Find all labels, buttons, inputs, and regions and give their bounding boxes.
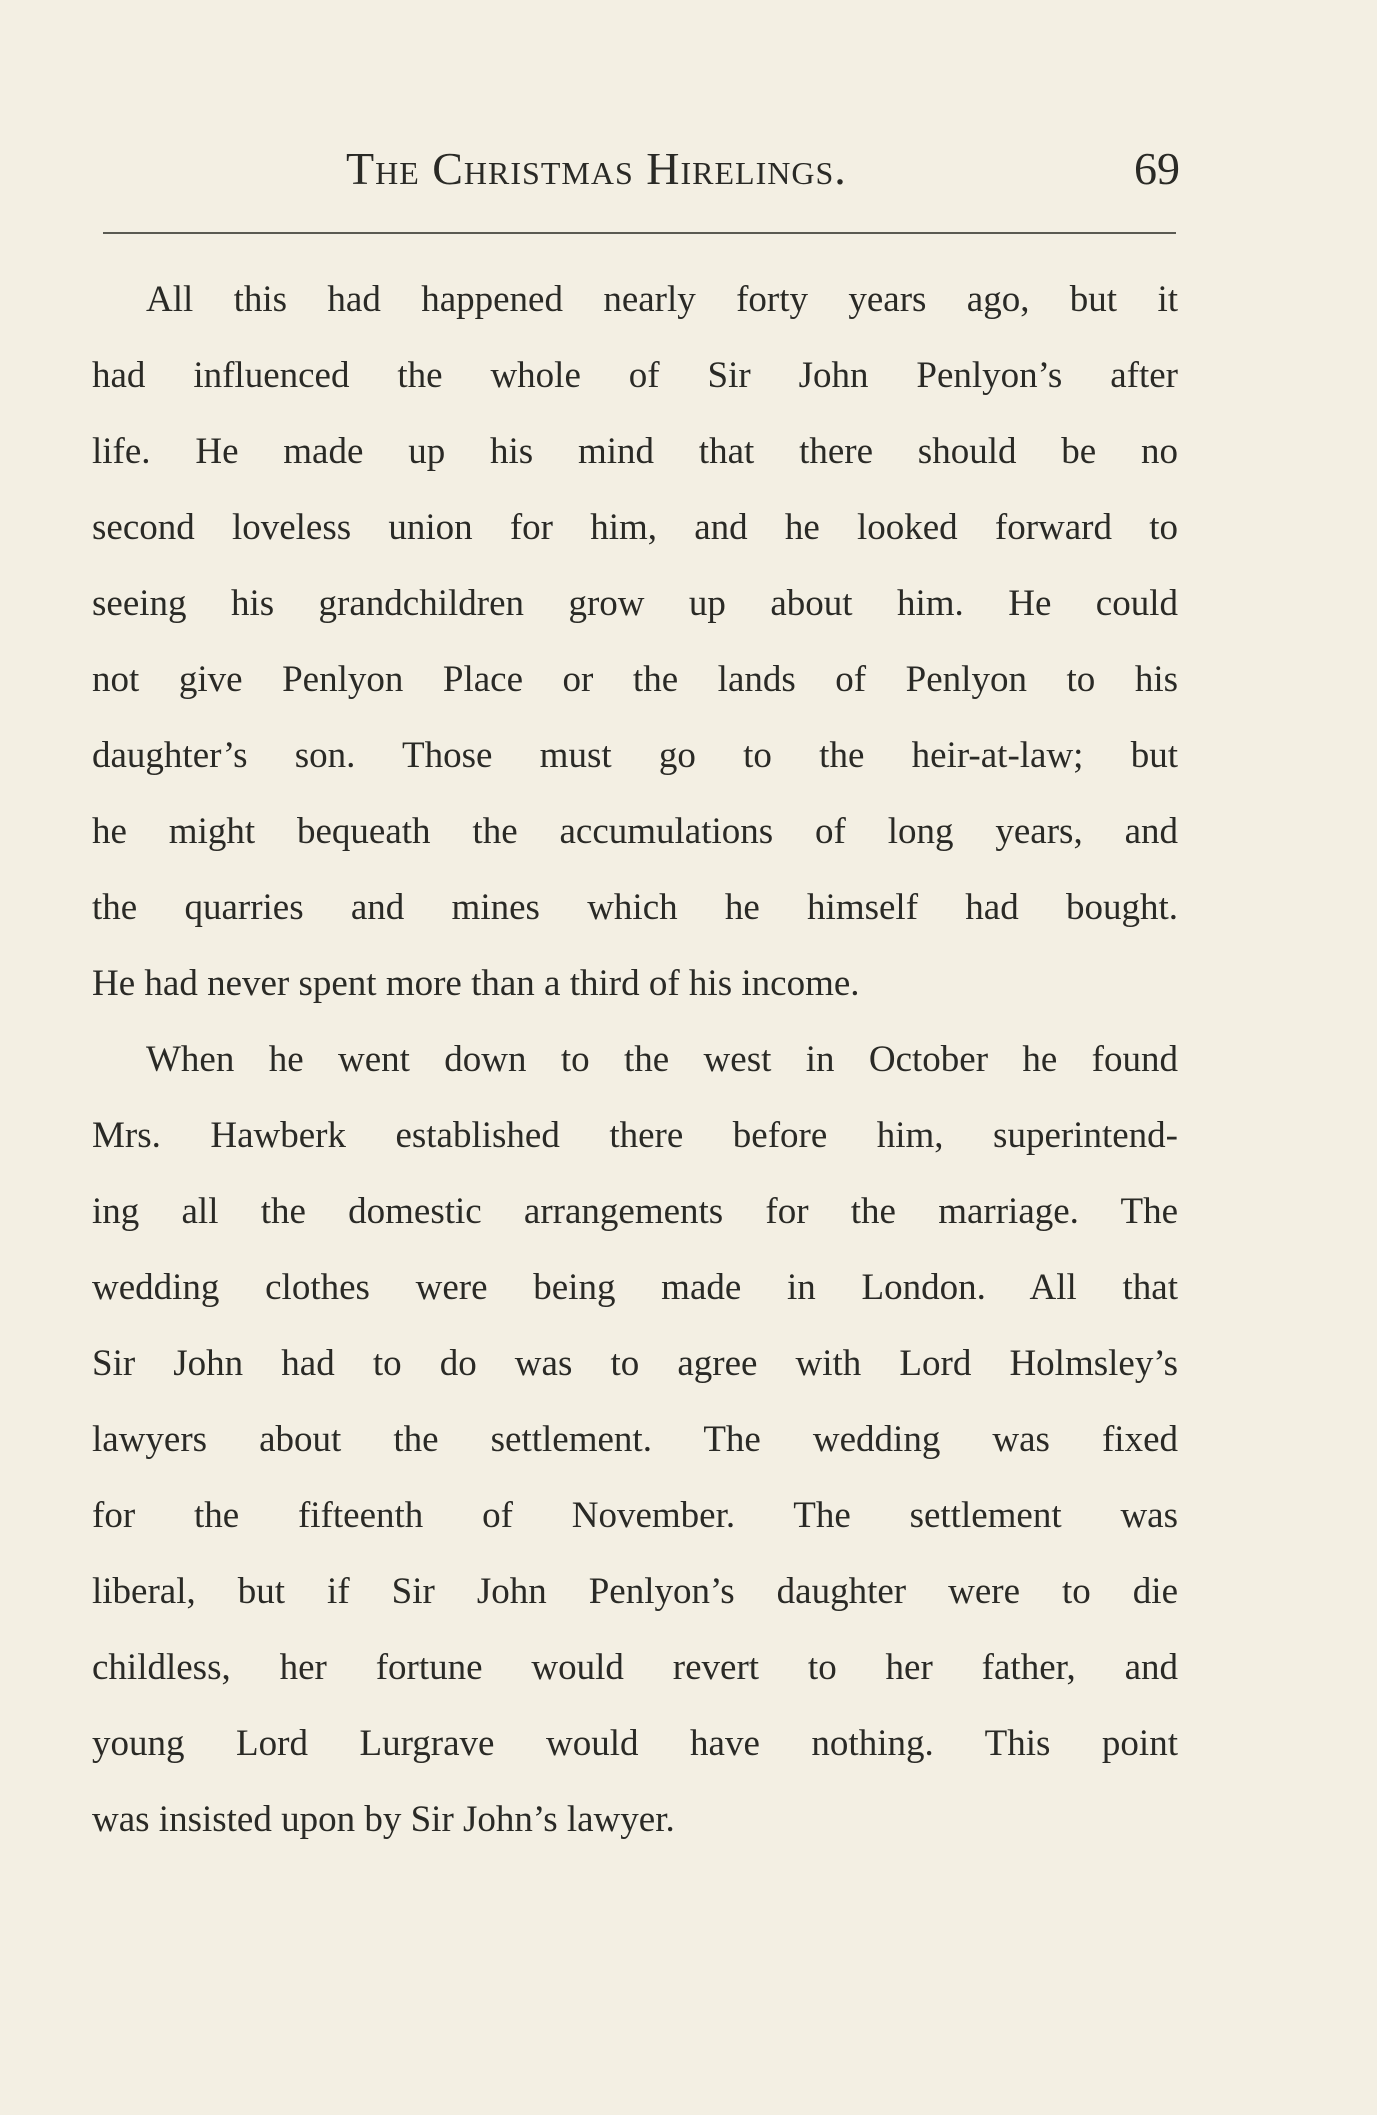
header-rule (103, 232, 1176, 234)
text-line: All this had happened nearly forty years ago, but it (146, 279, 1178, 320)
text-line: life. He made up his mind that there should be no (92, 431, 1178, 472)
page-number: 69 (1134, 143, 1180, 194)
text-line: He had never spent more than a third of his income. (92, 963, 860, 1004)
text-line: wedding clothes were being made in London. All that (92, 1267, 1178, 1308)
body-text (92, 262, 1178, 1858)
text-line: had influenced the whole of Sir John Penlyon’s after (92, 355, 1178, 396)
text-line: ing all the domestic arrangements for the marriage. The (92, 1191, 1178, 1232)
text-line: childless, her fortune would revert to her father, and (92, 1647, 1178, 1688)
text-line: When he went down to the west in October he found (146, 1039, 1178, 1080)
text-line: lawyers about the settlement. The wedding was fixed (92, 1419, 1178, 1460)
text-line: Sir John had to do was to agree with Lord Holmsley’s (92, 1343, 1178, 1384)
text-line: Mrs. Hawberk established there before him, superintend- (92, 1115, 1178, 1156)
text-line: liberal, but if Sir John Penlyon’s daughter were to die (92, 1571, 1178, 1612)
text-line: not give Penlyon Place or the lands of Penlyon to his (92, 659, 1178, 700)
text-line: daughter’s son. Those must go to the heir-at-law; but (92, 735, 1178, 776)
text-line: he might bequeath the accumulations of long years, and (92, 811, 1178, 852)
text-line: for the fifteenth of November. The settlement was (92, 1495, 1178, 1536)
text-line: was insisted upon by Sir John’s lawyer. (92, 1799, 675, 1840)
text-line: young Lord Lurgrave would have nothing. This point (92, 1723, 1178, 1764)
text-line: seeing his grandchildren grow up about him. He could (92, 583, 1178, 624)
running-title: The Christmas Hirelings. (346, 143, 847, 194)
text-line: the quarries and mines which he himself had bought. (92, 887, 1178, 928)
text-line: second loveless union for him, and he looked forward to (92, 507, 1178, 548)
running-head (98, 142, 1180, 202)
